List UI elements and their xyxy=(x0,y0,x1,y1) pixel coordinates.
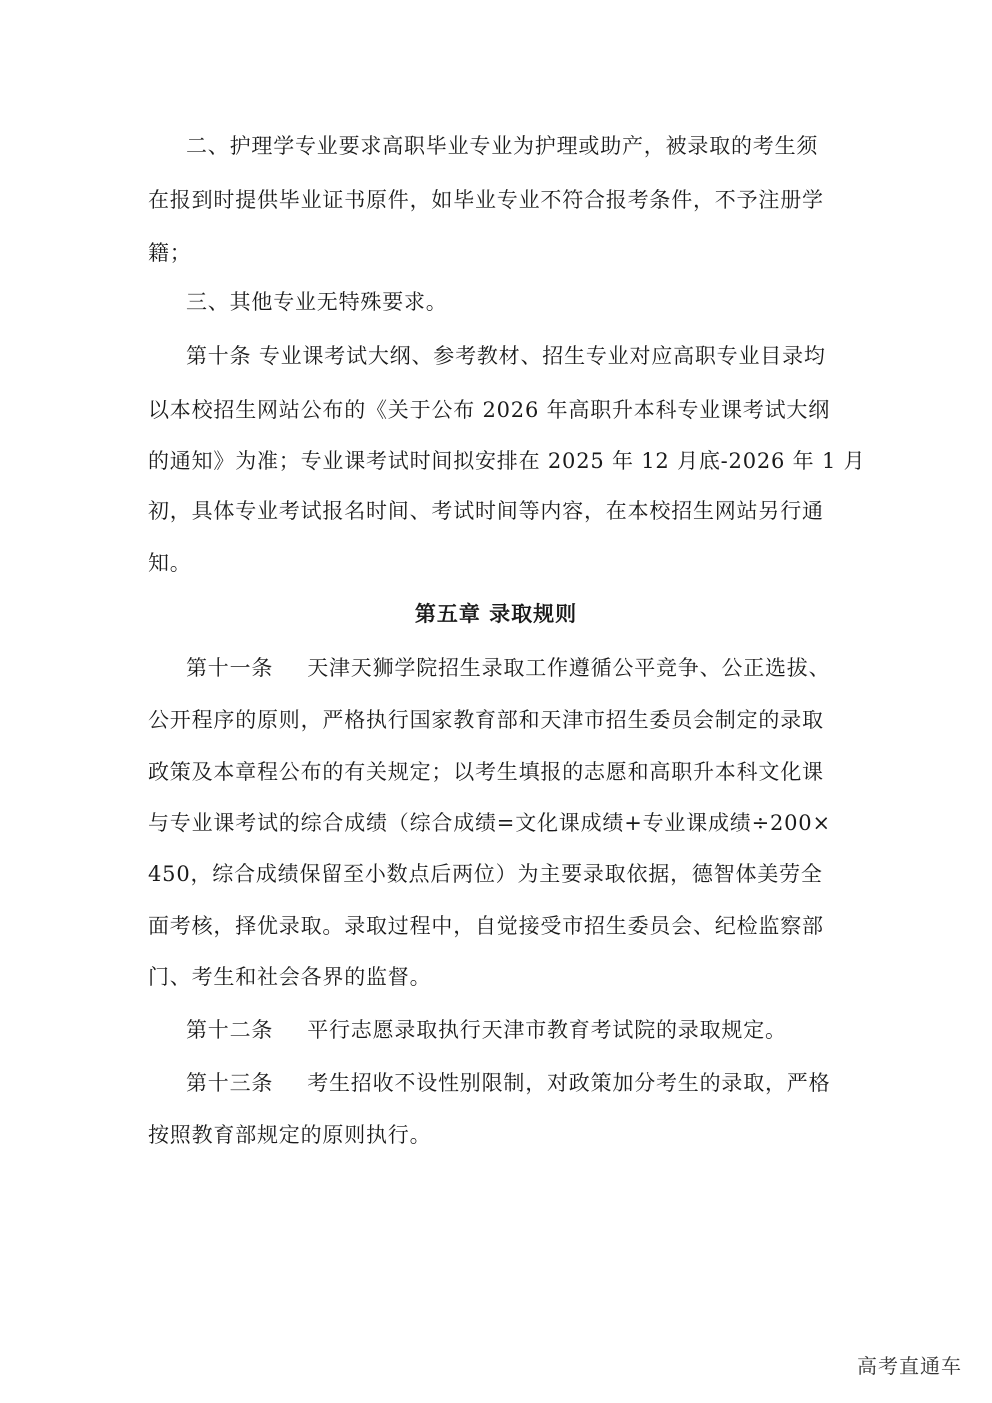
article-11-line-4: 与专业课考试的综合成绩（综合成绩=文化课成绩+专业课成绩÷200× xyxy=(148,811,831,835)
article-13-line-2: 按照教育部规定的原则执行。 xyxy=(148,1123,432,1147)
article-12-text: 平行志愿录取执行天津市教育考试院的录取规定。 xyxy=(307,1018,787,1042)
article-10-line-1: 第十条 专业课考试大纲、参考教材、招生专业对应高职专业目录均 xyxy=(186,344,826,368)
article-11-line-6: 面考核，择优录取。录取过程中，自觉接受市招生委员会、纪检监察部 xyxy=(148,914,824,938)
article-11-line-7: 门、考生和社会各界的监督。 xyxy=(148,965,432,989)
article-11-label: 第十一条 xyxy=(186,656,274,680)
clause-2-line-3: 籍； xyxy=(148,241,192,265)
watermark-text: 高考直通车 xyxy=(857,1354,962,1378)
article-13-line-1 xyxy=(186,1069,844,1097)
article-10-line-5: 知。 xyxy=(148,551,192,575)
article-12-line-1 xyxy=(186,1016,844,1044)
article-13-label: 第十三条 xyxy=(186,1071,274,1095)
article-11-line-2: 公开程序的原则，严格执行国家教育部和天津市招生委员会制定的录取 xyxy=(148,708,824,732)
article-12-label: 第十二条 xyxy=(186,1018,274,1042)
article-11-line-1 xyxy=(186,654,844,682)
clause-2-line-1: 二、护理学专业要求高职毕业专业为护理或助产，被录取的考生须 xyxy=(186,134,819,158)
article-11-first-line: 天津天狮学院招生录取工作遵循公平竞争、公正选拔、 xyxy=(307,656,831,680)
article-10-line-3: 的通知》为准；专业课考试时间拟安排在 2025 年 12 月底-2026 年 1 月 xyxy=(148,449,866,473)
article-10-line-4: 初，具体专业考试报名时间、考试时间等内容，在本校招生网站另行通 xyxy=(148,499,824,523)
article-11-line-3: 政策及本章程公布的有关规定；以考生填报的志愿和高职升本科文化课 xyxy=(148,760,824,784)
article-13-first-line: 考生招收不设性别限制，对政策加分考生的录取，严格 xyxy=(307,1071,831,1095)
chapter-5-heading: 第五章 录取规则 xyxy=(414,602,578,626)
article-10-line-2: 以本校招生网站公布的《关于公布 2026 年高职升本科专业课考试大纲 xyxy=(148,398,830,422)
article-11-line-5: 450，综合成绩保留至小数点后两位）为主要录取依据，德智体美劳全 xyxy=(148,862,823,886)
clause-2-line-2: 在报到时提供毕业证书原件，如毕业专业不符合报考条件，不予注册学 xyxy=(148,188,824,212)
clause-3-line-1: 三、其他专业无特殊要求。 xyxy=(186,290,448,314)
